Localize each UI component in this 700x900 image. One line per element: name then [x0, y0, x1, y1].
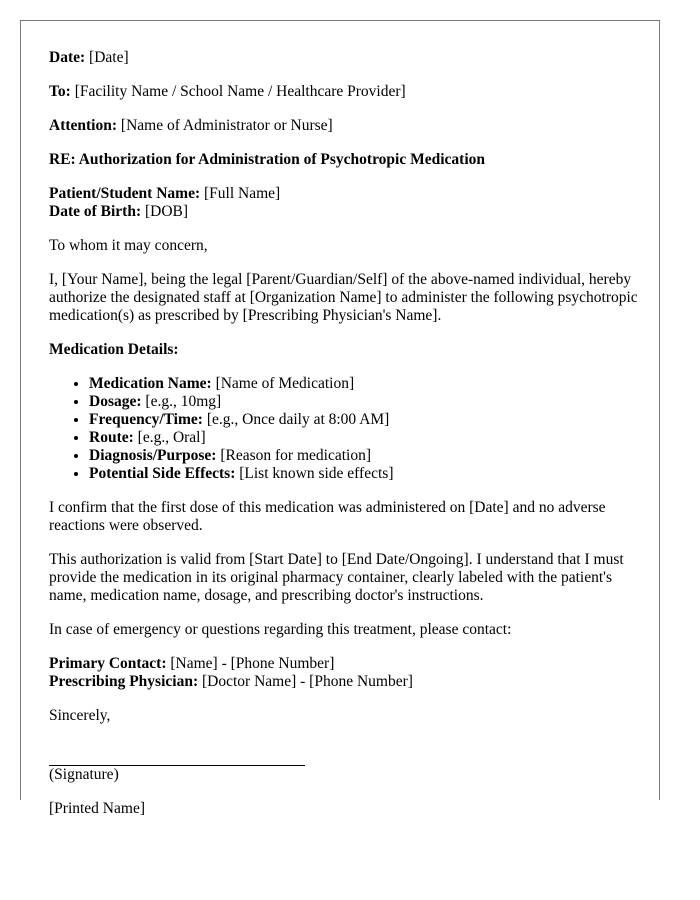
to-value: [Facility Name / School Name / Healthcare Provider]: [70, 83, 406, 100]
contacts-block: [49, 655, 639, 691]
to-label: To:: [49, 83, 71, 100]
med-name-value: [Name of Medication]: [211, 375, 355, 392]
primary-contact-label: Primary Contact:: [49, 655, 167, 672]
primary-contact-value: [Name] - [Phone Number]: [166, 655, 335, 672]
first-dose-paragraph: I confirm that the first dose of this medication was administered on [Date] and no adverse reactions were observed.: [49, 499, 606, 534]
authorization-paragraph: I, [Your Name], being the legal [Parent/Guardian/Self] of the above-named individual, hereby authorize the designated staff at [Organization Name] to administer the following psychotropic medication(s) as prescribed by [Prescribing Physician's Name].: [49, 271, 638, 324]
medication-heading: [49, 341, 639, 359]
list-item: [89, 429, 639, 447]
list-item: [89, 393, 639, 411]
date-label: Date:: [49, 49, 86, 66]
subject-text: RE: Authorization for Administration of Psychotropic Medication: [49, 151, 485, 168]
list-item: [89, 447, 639, 465]
attention-value: [Name of Administrator or Nurse]: [117, 117, 333, 134]
date-value: [Date]: [85, 49, 129, 66]
attention-line: [49, 117, 639, 135]
route-label: Route:: [89, 429, 134, 446]
med-name-label: Medication Name:: [89, 375, 212, 392]
side-effects-value: [List known side effects]: [235, 465, 394, 482]
printed-name: [Printed Name]: [49, 800, 145, 817]
dosage-value: [e.g., 10mg]: [141, 393, 222, 410]
salutation: To whom it may concern,: [49, 237, 208, 254]
to-line: [49, 83, 639, 101]
dob-label: Date of Birth:: [49, 203, 142, 220]
date-line: [49, 49, 639, 67]
list-item: [89, 375, 639, 393]
side-effects-label: Potential Side Effects:: [89, 465, 236, 482]
patient-name-label: Patient/Student Name:: [49, 185, 201, 202]
diagnosis-value: [Reason for medication]: [216, 447, 371, 464]
route-value: [e.g., Oral]: [133, 429, 206, 446]
physician-label: Prescribing Physician:: [49, 673, 199, 690]
list-item: [89, 465, 639, 483]
attention-label: Attention:: [49, 117, 118, 134]
dosage-label: Dosage:: [89, 393, 142, 410]
medication-heading-text: Medication Details:: [49, 341, 179, 358]
patient-block: [49, 185, 639, 221]
signature-label: (Signature): [49, 766, 119, 783]
validity-paragraph: This authorization is valid from [Start Date] to [End Date/Ongoing]. I understand that I must provide the medication in its original pharmacy container, clearly labeled with the patient's name, medication name, dosage, and prescribing doctor's instructions.: [49, 551, 624, 604]
closing: Sincerely,: [49, 707, 111, 724]
medication-list: [49, 375, 639, 483]
list-item: [89, 411, 639, 429]
letter-page: [20, 20, 660, 817]
patient-name-value: [Full Name]: [200, 185, 281, 202]
physician-value: [Doctor Name] - [Phone Number]: [198, 673, 413, 690]
diagnosis-label: Diagnosis/Purpose:: [89, 447, 217, 464]
signature-line: [49, 741, 305, 766]
frequency-label: Frequency/Time:: [89, 411, 203, 428]
letter-content: [49, 49, 639, 834]
contact-intro: In case of emergency or questions regarding this treatment, please contact:: [49, 621, 512, 638]
dob-value: [DOB]: [141, 203, 189, 220]
subject-line: [49, 151, 639, 169]
frequency-value: [e.g., Once daily at 8:00 AM]: [202, 411, 390, 428]
